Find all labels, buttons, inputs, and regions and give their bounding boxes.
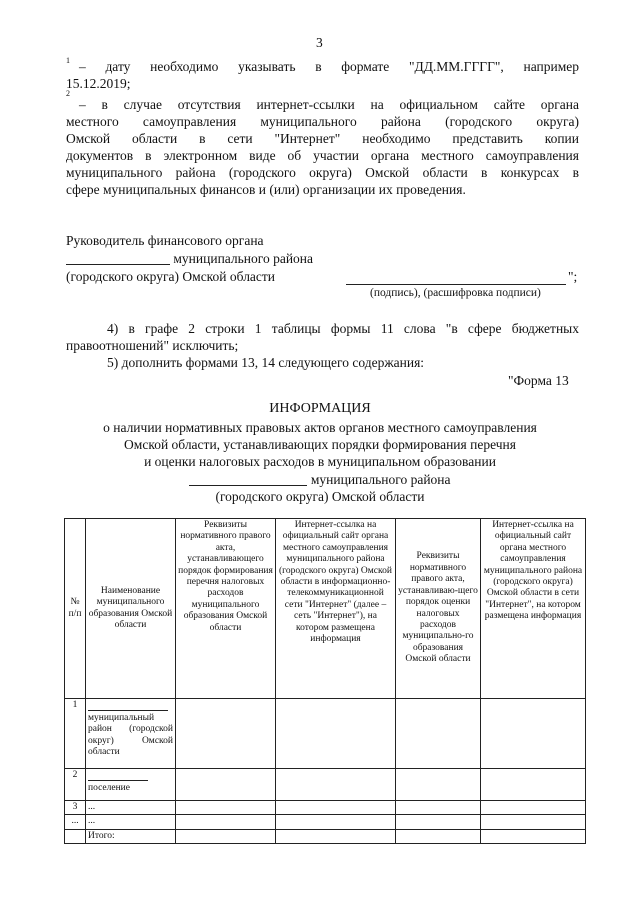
info-subtitle-3: и оценки налоговых расходов в муниципальном образовании <box>144 454 496 469</box>
table-cell <box>276 829 396 843</box>
info-municipal-blank <box>189 471 307 486</box>
table-cell <box>276 699 396 769</box>
row-name: ... <box>86 801 176 815</box>
footnote-1-line-2: 15.12.2019; <box>66 76 131 91</box>
table-cell <box>176 699 276 769</box>
table-cell <box>176 801 276 815</box>
table-cell <box>276 801 396 815</box>
table-row <box>65 769 586 801</box>
table-cell <box>481 815 586 829</box>
header-name: Наименование муниципального образования Омской области <box>86 519 176 699</box>
closing-quote: "; <box>568 269 578 284</box>
signature-caption: (подпись), (расшифровка подписи) <box>370 287 541 299</box>
amendment-4-line-1: 4) в графе 2 строки 1 таблицы формы 11 слова "в сфере бюджетных <box>107 321 579 336</box>
header-act-list: Реквизиты нормативного правого акта, устанавливающего порядок формирования перечня налоговых расходов муниципального образования Омской области <box>176 519 276 699</box>
footnote-1-mark: 1 <box>66 56 70 65</box>
table-cell <box>396 769 481 801</box>
table-cell <box>396 801 481 815</box>
info-subtitle-1: о наличии нормативных правовых актов органов местного самоуправления <box>103 420 537 435</box>
table-cell <box>481 699 586 769</box>
row-name-blank <box>88 770 148 781</box>
amendment-4-line-2: правоотношений" исключить; <box>66 338 239 353</box>
row-name-blank <box>88 700 168 711</box>
table-row <box>65 699 586 769</box>
table-cell <box>396 815 481 829</box>
table-cell <box>276 769 396 801</box>
row-num: 3 <box>65 801 86 815</box>
table-cell <box>396 699 481 769</box>
footnote-2-line-3: Омской области в сети "Интернет" необходимо представить копии <box>66 131 579 146</box>
header-act-eval: Реквизиты нормативного правого акта, устанавливаю-щего порядок оценки налоговых расходов муниципально-го образования Омской области <box>396 519 481 699</box>
footnote-1-line-1: – дату необходимо указывать в формате "ДД.ММ.ГГГГ", например <box>79 59 579 74</box>
info-table <box>64 518 586 844</box>
header-link-1: Интернет-ссылка на официальный сайт органа местного самоуправления муниципального района (городского округа) Омской области в информационно-телекоммуникационной сети "Интернет" (далее – сеть "Интернет"), на котором размещена информация <box>276 519 396 699</box>
info-region-line: (городского округа) Омской области <box>215 489 425 504</box>
footnote-2-line-5: муниципального района (городского округа) Омской области в конкурсах в <box>66 165 579 180</box>
amendment-5: 5) дополнить формами 13, 14 следующего содержания: <box>107 355 425 370</box>
table-row <box>65 801 586 815</box>
table-cell <box>276 815 396 829</box>
table-cell <box>481 769 586 801</box>
footnote-2-line-1: – в случае отсутствия интернет-ссылки на официальном сайте органа <box>79 97 579 112</box>
table-cell <box>481 801 586 815</box>
form-label: "Форма 13 <box>508 373 569 388</box>
row-name: Итого: <box>86 829 176 843</box>
table-row <box>65 815 586 829</box>
signature-blank-line <box>346 284 566 285</box>
page-number: 3 <box>316 35 323 50</box>
row-num: ... <box>65 815 86 829</box>
header-link-2: Интернет-ссылка на официальный сайт органа местного самоуправления муниципального района (городского округа) Омской области в сети "Интернет", на котором размещена информация <box>481 519 586 699</box>
table-header-row <box>65 519 586 699</box>
row-name: ... <box>86 815 176 829</box>
signature-region: (городского округа) Омской области <box>66 269 276 284</box>
header-num: № п/п <box>65 519 86 699</box>
footnote-2-line-4: документов в электронном виде об участии органа местного самоуправления <box>66 148 579 163</box>
row-name: поселение <box>86 769 176 801</box>
footnote-2-line-2: местного самоуправления муниципального района (городского округа) <box>66 114 579 129</box>
signature-municipal-line: муниципального района <box>66 250 313 267</box>
row-name: муниципальный район (городской округ) Омской области <box>86 699 176 769</box>
signature-title: Руководитель финансового органа <box>66 233 264 248</box>
table-row-total <box>65 829 586 843</box>
info-title: ИНФОРМАЦИЯ <box>269 401 371 416</box>
table-cell <box>176 769 276 801</box>
table-cell <box>396 829 481 843</box>
footnote-2-mark: 2 <box>66 89 70 98</box>
row-num <box>65 829 86 843</box>
row-num: 2 <box>65 769 86 801</box>
footnote-2-line-6: сфере муниципальных финансов и (или) организации их проведения. <box>66 182 466 197</box>
info-subtitle-2: Омской области, устанавливающих порядки формирования перечня <box>124 437 516 452</box>
row-num: 1 <box>65 699 86 769</box>
table-cell <box>481 829 586 843</box>
municipal-name-blank <box>66 250 170 265</box>
info-municipal-line: муниципального района <box>0 471 640 488</box>
table-cell <box>176 829 276 843</box>
table-cell <box>176 815 276 829</box>
